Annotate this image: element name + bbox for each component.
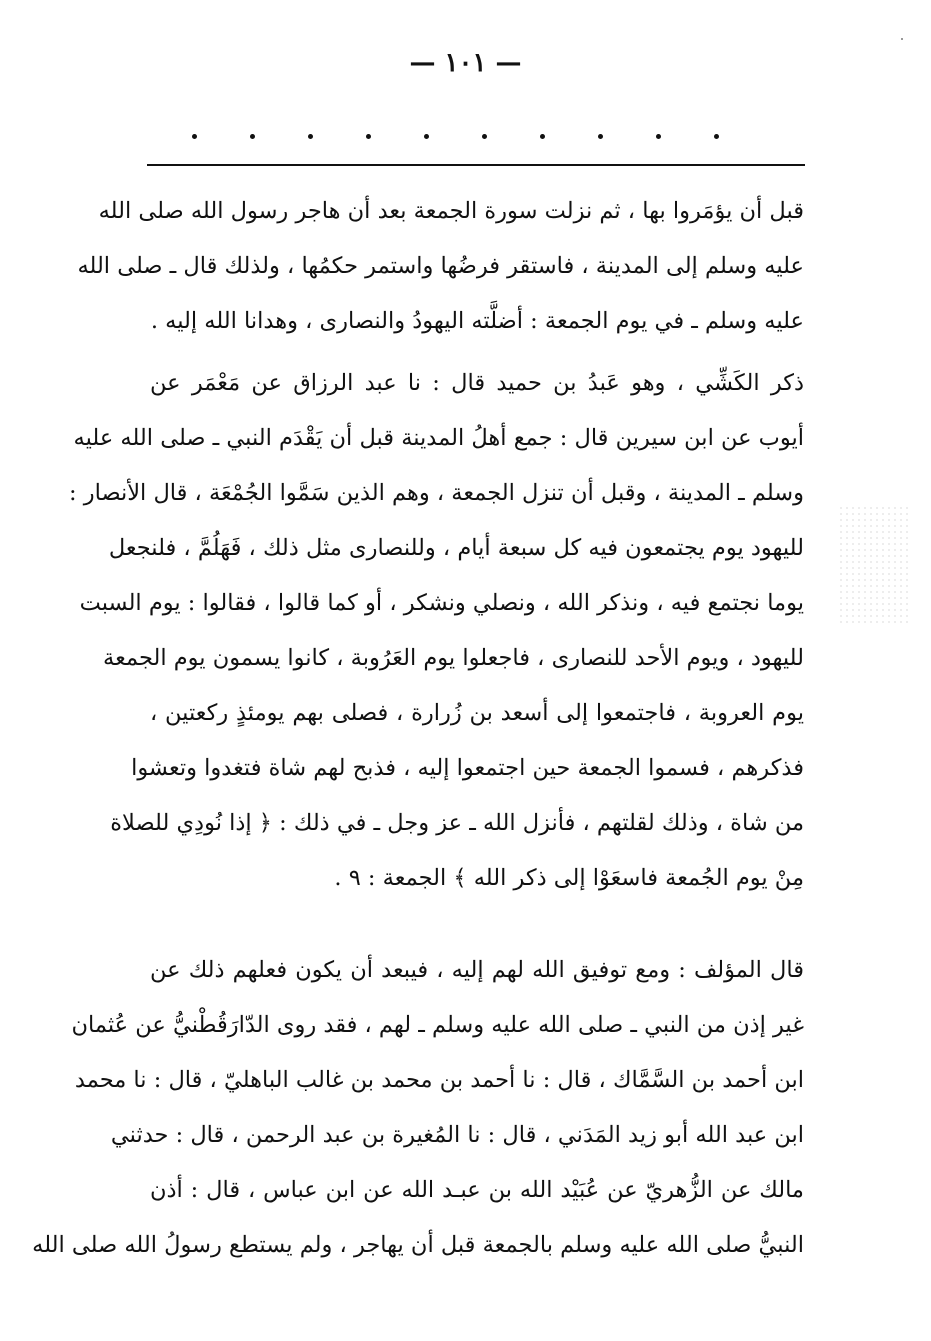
text-line: يوما نجتمع فيه ، ونذكر الله ، ونصلي ونشكر ، أو كما قالوا ، فقالوا : يوم السبت: [79, 590, 804, 616]
text-line: غير إذن من النبي ـ صلى الله عليه وسلم ـ لهم ، فقد روى الدّارَقُطْنيُّ عن عُثمان: [71, 1012, 804, 1038]
ornament-dot: [482, 134, 487, 139]
text-line: عليه وسلم ـ في يوم الجمعة : أضلَّته اليهودُ والنصارى ، وهدانا الله إليه .: [150, 308, 804, 334]
ornament-dot: [656, 134, 661, 139]
ornamental-dots-row: [190, 128, 750, 148]
text-line: وسلم ـ المدينة ، وقبل أن تنزل الجمعة ، وهم الذين سَمَّوا الجُمْعَة ، قال الأنصار :: [68, 480, 804, 506]
text-line: مِنْ يوم الجُمعة فاسعَوْا إلى ذكر الله ﴾ الجمعة : ٩ .: [334, 865, 804, 891]
text-line: قال المؤلف : ومع توفيق الله لهم إليه ، فيبعد أن يكون فعلهم ذلك عن: [150, 957, 804, 983]
text-line: يوم العروبة ، فاجتمعوا إلى أسعد بن زُرارة ، فصلى بهم يومئذٍ ركعتين ،: [150, 700, 804, 726]
header-rule: [147, 164, 805, 166]
text-line: مالك عن الزُّهريّ عن عُبَيْد الله بن عبـد الله عن ابن عباس ، قال : أذن: [150, 1177, 804, 1203]
ornament-dot: [714, 134, 719, 139]
ornament-dot: [250, 134, 255, 139]
text-line: أيوب عن ابن سيرين قال : جمع أهلُ المدينة قبل أن يَقْدَم النبي ـ صلى الله عليه: [73, 425, 804, 451]
text-line: فذكرهم ، فسموا الجمعة حين اجتمعوا إليه ، فذبح لهم شاة فتغدوا وتعشوا: [131, 755, 804, 781]
text-line: عليه وسلم إلى المدينة ، فاستقر فرضُها واستمر حكمُها ، ولذلك قال ـ صلى الله: [77, 253, 804, 279]
text-line: ذكر الكَشِّي ، وهو عَبدُ بن حميد قال : نا عبد الرزاق عن مَعْمَر عن: [150, 370, 804, 396]
text-line: قبل أن يؤمَروا بها ، ثم نزلت سورة الجمعة بعد أن هاجر رسول الله صلى الله: [98, 198, 804, 224]
text-line: النبيُّ صلى الله عليه وسلم بالجمعة قبل أن يهاجر ، ولم يستطع رسولُ الله صلى الله: [32, 1232, 804, 1258]
paragraph-1: [77, 184, 804, 349]
ornament-dot: [192, 134, 197, 139]
text-line: لليهود ، ويوم الأحد للنصارى ، فاجعلوا يوم العَرُوبة ، كانوا يسمون يوم الجمعة: [103, 645, 804, 671]
scan-mark: [901, 38, 903, 40]
paragraph-3: [32, 943, 804, 1273]
text-line: ابن عبد الله أبو زيد المَدَني ، قال : نا المُغيرة بن عبد الرحمن ، قال : حدثني: [110, 1122, 804, 1148]
text-line: ابن أحمد بن السَّمَّاك ، قال : نا أحمد بن محمد بن غالب الباهليّ ، قال : نا محمد: [74, 1067, 804, 1093]
ornament-dot: [308, 134, 313, 139]
ornament-dot: [366, 134, 371, 139]
scan-noise: [838, 505, 908, 625]
ornament-dot: [598, 134, 603, 139]
text-line: من شاة ، وذلك لقلتهم ، فأنزل الله ـ عز وجل ـ في ذلك : ﴿ إذا نُودِي للصلاة: [110, 810, 804, 836]
paragraph-2: [68, 356, 804, 906]
ornament-dot: [540, 134, 545, 139]
text-line: لليهود يوم يجتمعون فيه كل سبعة أيام ، وللنصارى مثل ذلك ، فَهَلُمَّ ، فلنجعل: [108, 535, 804, 561]
page-number: — ١٠١ —: [409, 48, 522, 78]
ornament-dot: [424, 134, 429, 139]
